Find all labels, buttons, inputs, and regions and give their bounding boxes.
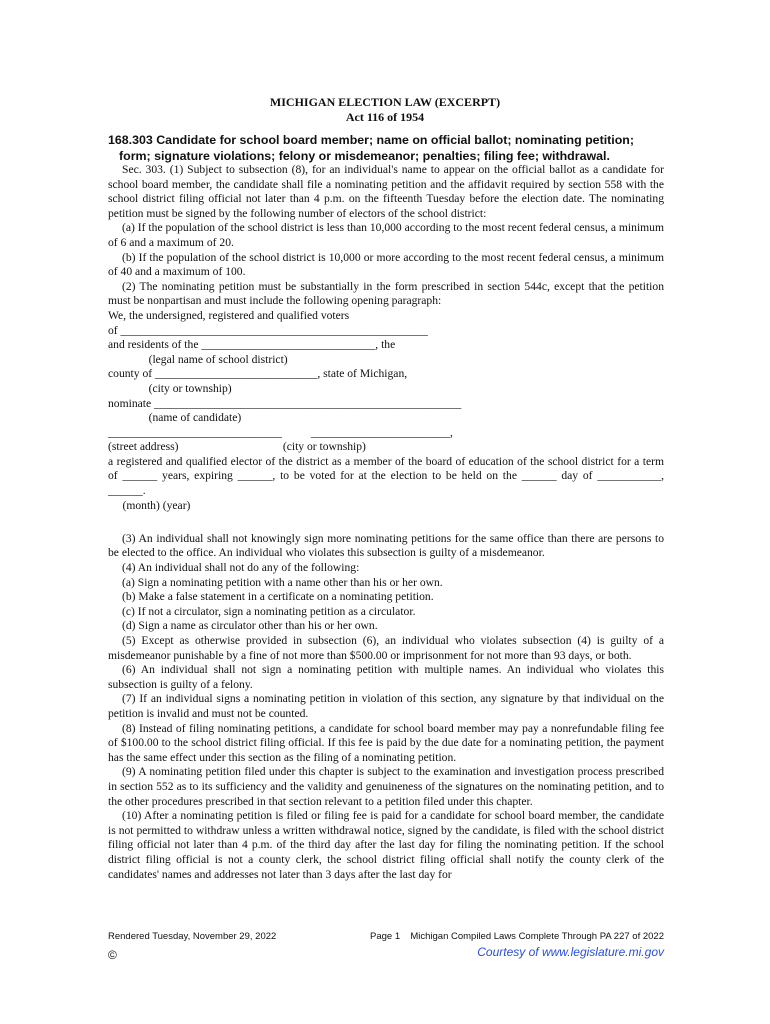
paragraph-10: (10) After a nominating petition is filed or filing fee is paid for a candidate for school board member, the candidate is not permitted to withdraw unless a written withdrawal notice, signed by the candidate, is filed with the school district filing official not later than 4 p.m. of the third day after the last day for filing the nominating petition. If the school district filing official is not a county clerk, the school district filing official shall notify the county clerk of the candidates' names and addresses not later than 3 days after the last day for	[108, 809, 664, 881]
form-caption: (month) (year)	[108, 498, 191, 512]
compiled-laws-note: Michigan Compiled Laws Complete Through PA 227 of 2022	[410, 931, 664, 942]
paragraph-2: (2) The nominating petition must be substantially in the form prescribed in section 544c, except that the petition must be nonpartisan and must include the following opening paragraph:	[108, 279, 664, 308]
courtesy-link[interactable]: Courtesy of www.legislature.mi.gov	[477, 945, 664, 959]
paragraph-4b: (b) Make a false statement in a certificate on a nominating petition.	[122, 590, 434, 604]
act-number: Act 116 of 1954	[345, 110, 425, 124]
paragraph-7: (7) If an individual signs a nominating petition in violation of this section, any signature by that individual on the petition is invalid and must not be counted.	[108, 692, 664, 720]
form-caption: (city or township)	[108, 381, 232, 395]
paragraph-6: (6) An individual shall not sign a nominating petition with multiple names. An individual who violates this subsection is guilty of a felony.	[108, 663, 664, 691]
form-line: nominate _____________________________________________________	[108, 396, 462, 410]
form-caption: (legal name of school district)	[108, 352, 288, 366]
copyright-symbol: ©	[108, 948, 117, 962]
document-title: MICHIGAN ELECTION LAW (EXCERPT)	[269, 95, 501, 109]
paragraph-1a: (a) If the population of the school district is less than 10,000 according to the most recent federal census, a minimum of 6 and a maximum of 20.	[108, 221, 664, 249]
page-number: Page 1	[370, 931, 401, 942]
form-line: We, the undersigned, registered and qualified voters	[108, 308, 350, 322]
paragraph-3: (3) An individual shall not knowingly sign more nominating petitions for the same office than there are persons to be elected to the office. An individual who violates this subsection is guilty of a misdemeanor.	[108, 531, 664, 560]
paragraph-4: (4) An individual shall not do any of the following:	[122, 561, 360, 575]
paragraph-4d: (d) Sign a name as circulator other than his or her own.	[122, 619, 378, 633]
section-body	[108, 163, 664, 882]
rendered-date: Rendered Tuesday, November 29, 2022	[108, 931, 277, 942]
form-paragraph: a registered and qualified elector of the district as a member of the board of education of the school district for a term of ______ years, expiring ______, to be voted for at the election to be held on the ______ day of ___________, ______.	[108, 454, 664, 498]
section-heading	[108, 133, 664, 164]
paragraph-4c: (c) If not a circulator, sign a nominating petition as a circulator.	[122, 604, 416, 618]
form-line: ______________________________ ________________________,	[108, 425, 453, 439]
paragraph-9: (9) A nominating petition filed under this chapter is subject to the examination and investigation process prescribed in section 552 as to its sufficiency and the validity and genuineness of the signatures on the nominating petition, and to the other procedures prescribed in that section relevant to a petition filed under this chapter.	[108, 765, 664, 808]
paragraph-5: (5) Except as otherwise provided in subsection (6), an individual who violates subsection (4) is guilty of a misdemeanor punishable by a fine of not more than $500.00 or imprisonment for not more than 93 days, or both.	[108, 634, 664, 662]
form-caption: (street address) (city or township)	[108, 440, 366, 454]
section-heading-line-1: 168.303 Candidate for school board member; name on official ballot; nominating petition;	[108, 133, 634, 147]
form-line: of _____________________________________________________	[108, 323, 428, 337]
petition-form-text	[108, 309, 664, 513]
paragraph-1b: (b) If the population of the school district is 10,000 or more according to the most recent federal census, a minimum of 40 and a maximum of 100.	[108, 250, 664, 279]
form-caption: (name of candidate)	[108, 411, 242, 425]
form-line: and residents of the ______________________________, the	[108, 338, 396, 352]
paragraph-1: Sec. 303. (1) Subject to subsection (8), for an individual's name to appear on the official ballot as a candidate for school board member, the candidate shall file a nominating petition and the affidavit required by section 558 with the school district filing official not later than 4 p.m. on the fifteenth Tuesday before the election date. The nominating petition must be signed by the following number of electors of the school district:	[108, 163, 664, 220]
paragraph-8: (8) Instead of filing nominating petitions, a candidate for school board member may pay a nonrefundable filing fee of $100.00 to the school district filing official. If this fee is paid by the due date for a nominating petition, the payment has the same effect under this section as the filing of a nominating petition.	[108, 721, 664, 764]
form-line: county of ____________________________, state of Michigan,	[108, 367, 408, 381]
paragraph-4a: (a) Sign a nominating petition with a name other than his or her own.	[122, 575, 443, 589]
section-heading-line-2: form; signature violations; felony or misdemeanor; penalties; filing fee; withdrawal.	[119, 148, 610, 163]
